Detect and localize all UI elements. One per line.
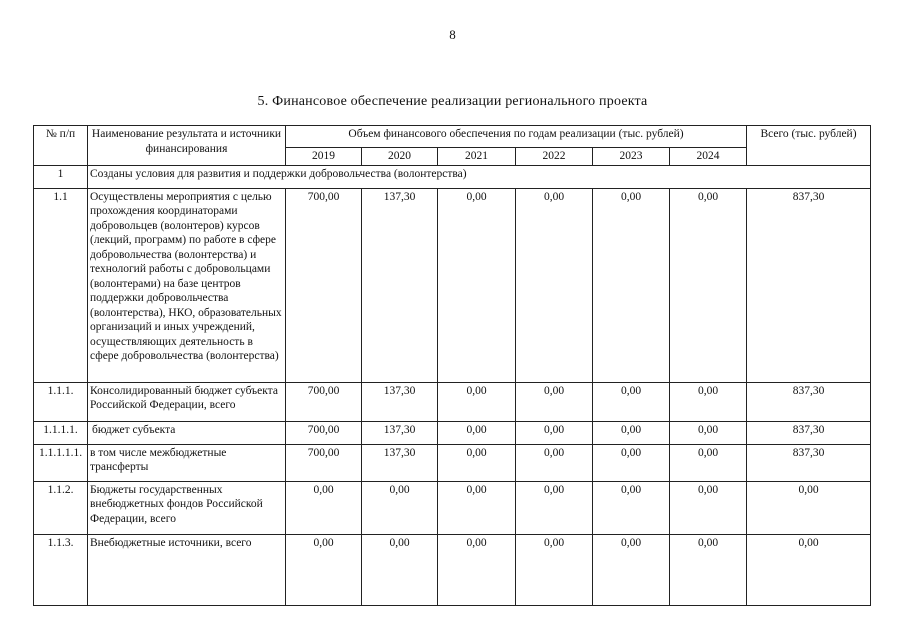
- value-cell: 0,00: [286, 534, 362, 605]
- value-cell: 137,30: [362, 421, 438, 444]
- value-cell: 137,30: [362, 444, 438, 481]
- value-cell: 700,00: [286, 444, 362, 481]
- value-cell: 0,00: [516, 481, 593, 534]
- row-name: Консолидированный бюджет субъекта Российской Федерации, всего: [88, 382, 286, 421]
- value-cell: 0,00: [670, 382, 747, 421]
- table-row: [34, 188, 871, 382]
- value-cell: 0,00: [438, 421, 516, 444]
- row-num: 1.1.1.1.1.: [34, 444, 88, 481]
- value-cell: 700,00: [286, 382, 362, 421]
- value-cell: 0,00: [516, 382, 593, 421]
- header-total: Всего (тыс. рублей): [747, 126, 871, 166]
- header-volume: Объем финансового обеспечения по годам реализации (тыс. рублей): [286, 126, 747, 148]
- value-cell: 137,30: [362, 188, 438, 382]
- section-heading: Созданы условия для развития и поддержки добровольчества (волонтерства): [88, 165, 871, 188]
- table-row: [34, 534, 871, 605]
- section-title: 5. Финансовое обеспечение реализации регионального проекта: [257, 94, 648, 109]
- value-cell: 0,00: [438, 188, 516, 382]
- total-cell: 837,30: [747, 421, 871, 444]
- table-row: [34, 382, 871, 421]
- page-number: 8: [449, 27, 456, 42]
- section-row: [34, 165, 871, 188]
- total-cell: 837,30: [747, 188, 871, 382]
- total-cell: 837,30: [747, 444, 871, 481]
- total-cell: 837,30: [747, 382, 871, 421]
- total-cell: 0,00: [747, 534, 871, 605]
- table-row: [34, 421, 871, 444]
- value-cell: 0,00: [438, 534, 516, 605]
- table-row: [34, 481, 871, 534]
- value-cell: 0,00: [438, 382, 516, 421]
- value-cell: 0,00: [362, 481, 438, 534]
- value-cell: 700,00: [286, 188, 362, 382]
- value-cell: 0,00: [593, 444, 670, 481]
- value-cell: 0,00: [593, 421, 670, 444]
- value-cell: 0,00: [670, 534, 747, 605]
- value-cell: 137,30: [362, 382, 438, 421]
- row-num: 1.1.3.: [34, 534, 88, 605]
- value-cell: 0,00: [516, 444, 593, 481]
- value-cell: 0,00: [593, 534, 670, 605]
- header-year: 2020: [362, 148, 438, 166]
- financing-table: [33, 125, 871, 606]
- header-year: 2021: [438, 148, 516, 166]
- table-row: [34, 444, 871, 481]
- value-cell: 0,00: [670, 444, 747, 481]
- value-cell: 0,00: [286, 481, 362, 534]
- total-cell: 0,00: [747, 481, 871, 534]
- value-cell: 0,00: [362, 534, 438, 605]
- header-year: 2022: [516, 148, 593, 166]
- row-name: Внебюджетные источники, всего: [88, 534, 286, 605]
- row-num: 1.1: [34, 188, 88, 382]
- row-name: Осуществлены мероприятия с целью прохождения координаторами добровольцев (волонтеров) курсов (лекций, программ) по работе в сфере добровольчества (волонтерства) и технологий работы с добровольцами (волонтерами) на базе центров поддержки добровольчества (волонтерства), НКО, образовательных организаций и иных учреждений, осуществляющих деятельность в сфере добровольчества (волонтерства): [88, 188, 286, 382]
- header-year: 2024: [670, 148, 747, 166]
- section-num: 1: [34, 165, 88, 188]
- row-name: бюджет субъекта: [88, 421, 286, 444]
- value-cell: 0,00: [593, 382, 670, 421]
- row-name: Бюджеты государственных внебюджетных фондов Российской Федерации, всего: [88, 481, 286, 534]
- value-cell: 0,00: [438, 444, 516, 481]
- row-num: 1.1.1.: [34, 382, 88, 421]
- header-name: Наименование результата и источники финансирования: [88, 126, 286, 166]
- value-cell: 0,00: [516, 421, 593, 444]
- value-cell: 0,00: [516, 188, 593, 382]
- header-row: [34, 126, 871, 148]
- row-num: 1.1.2.: [34, 481, 88, 534]
- header-year: 2023: [593, 148, 670, 166]
- header-num: № п/п: [34, 126, 88, 166]
- row-num: 1.1.1.1.: [34, 421, 88, 444]
- value-cell: 700,00: [286, 421, 362, 444]
- value-cell: 0,00: [593, 481, 670, 534]
- value-cell: 0,00: [670, 481, 747, 534]
- value-cell: 0,00: [438, 481, 516, 534]
- value-cell: 0,00: [670, 188, 747, 382]
- row-name: в том числе межбюджетные трансферты: [88, 444, 286, 481]
- header-year: 2019: [286, 148, 362, 166]
- value-cell: 0,00: [516, 534, 593, 605]
- value-cell: 0,00: [593, 188, 670, 382]
- value-cell: 0,00: [670, 421, 747, 444]
